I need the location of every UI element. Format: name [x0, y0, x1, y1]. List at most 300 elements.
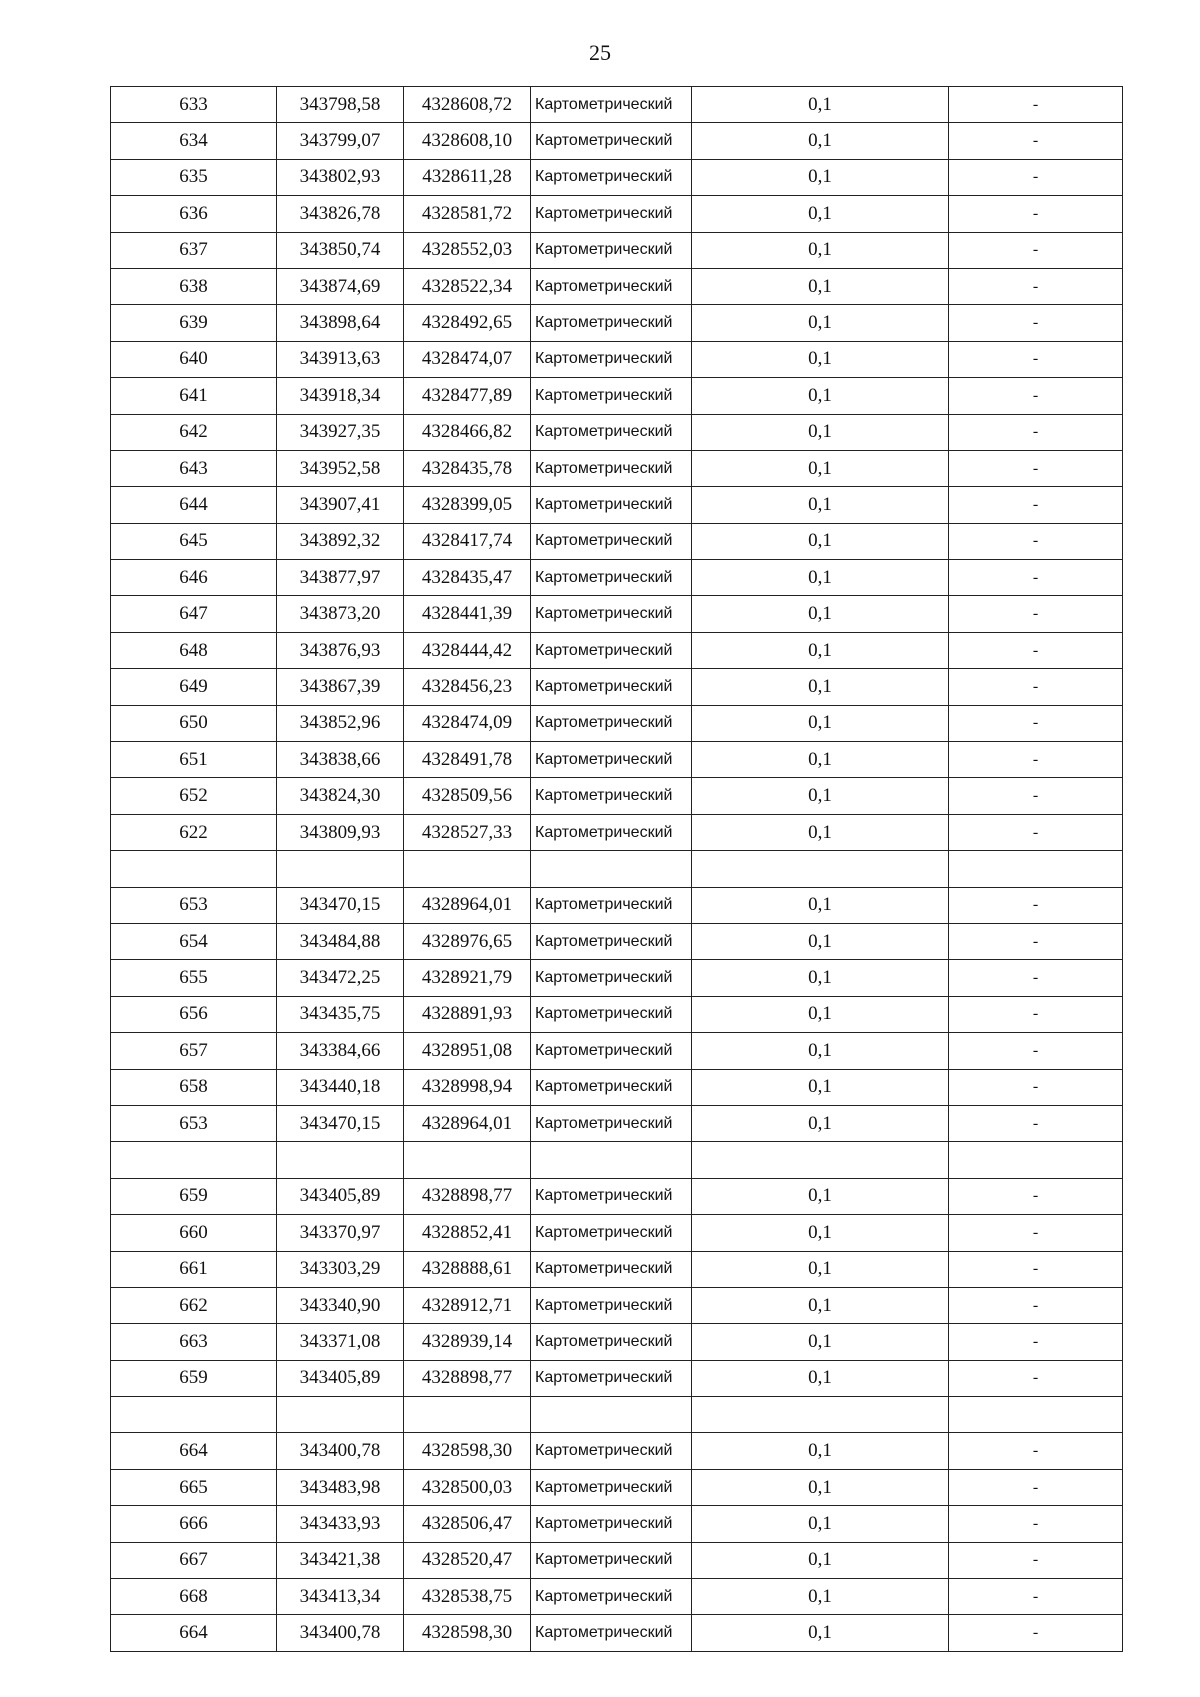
table-separator-row	[111, 1397, 1123, 1433]
point-number-cell: 636	[111, 196, 277, 232]
accuracy-cell: 0,1	[692, 1579, 949, 1615]
x-coordinate-cell: 343421,38	[277, 1542, 404, 1578]
point-number-cell	[111, 851, 277, 887]
accuracy-cell: 0,1	[692, 596, 949, 632]
point-number-cell: 622	[111, 814, 277, 850]
note-cell: -	[949, 1215, 1123, 1251]
note-cell: -	[949, 1579, 1123, 1615]
method-cell: Картометрический	[531, 778, 692, 814]
method-cell: Картометрический	[531, 1579, 692, 1615]
point-number-cell: 655	[111, 960, 277, 996]
x-coordinate-cell: 343400,78	[277, 1433, 404, 1469]
point-number-cell: 666	[111, 1506, 277, 1542]
x-coordinate-cell: 343850,74	[277, 232, 404, 268]
accuracy-cell: 0,1	[692, 887, 949, 923]
y-coordinate-cell: 4328399,05	[404, 487, 531, 523]
method-cell: Картометрический	[531, 1360, 692, 1396]
accuracy-cell: 0,1	[692, 159, 949, 195]
point-number-cell: 650	[111, 705, 277, 741]
note-cell: -	[949, 887, 1123, 923]
x-coordinate-cell: 343913,63	[277, 341, 404, 377]
y-coordinate-cell: 4328951,08	[404, 1033, 531, 1069]
x-coordinate-cell: 343400,78	[277, 1615, 404, 1651]
table-row	[111, 996, 1123, 1032]
y-coordinate-cell: 4328598,30	[404, 1433, 531, 1469]
method-cell	[531, 1142, 692, 1178]
point-number-cell: 663	[111, 1324, 277, 1360]
table-row	[111, 742, 1123, 778]
x-coordinate-cell: 343483,98	[277, 1469, 404, 1505]
x-coordinate-cell: 343898,64	[277, 305, 404, 341]
accuracy-cell: 0,1	[692, 814, 949, 850]
note-cell: -	[949, 1542, 1123, 1578]
accuracy-cell: 0,1	[692, 450, 949, 486]
accuracy-cell: 0,1	[692, 560, 949, 596]
method-cell	[531, 851, 692, 887]
point-number-cell: 649	[111, 669, 277, 705]
y-coordinate-cell: 4328598,30	[404, 1615, 531, 1651]
table-row	[111, 1433, 1123, 1469]
y-coordinate-cell	[404, 1142, 531, 1178]
table-row	[111, 1251, 1123, 1287]
method-cell: Картометрический	[531, 1542, 692, 1578]
note-cell: -	[949, 1287, 1123, 1323]
point-number-cell: 658	[111, 1069, 277, 1105]
y-coordinate-cell: 4328581,72	[404, 196, 531, 232]
x-coordinate-cell	[277, 1142, 404, 1178]
table-row	[111, 305, 1123, 341]
point-number-cell: 653	[111, 887, 277, 923]
accuracy-cell: 0,1	[692, 414, 949, 450]
note-cell: -	[949, 232, 1123, 268]
method-cell: Картометрический	[531, 705, 692, 741]
table-row	[111, 596, 1123, 632]
accuracy-cell: 0,1	[692, 1542, 949, 1578]
table-row	[111, 1033, 1123, 1069]
note-cell	[949, 1142, 1123, 1178]
method-cell: Картометрический	[531, 996, 692, 1032]
note-cell: -	[949, 996, 1123, 1032]
method-cell: Картометрический	[531, 669, 692, 705]
point-number-cell: 637	[111, 232, 277, 268]
accuracy-cell: 0,1	[692, 705, 949, 741]
x-coordinate-cell: 343802,93	[277, 159, 404, 195]
accuracy-cell: 0,1	[692, 305, 949, 341]
accuracy-cell: 0,1	[692, 1287, 949, 1323]
x-coordinate-cell: 343798,58	[277, 87, 404, 123]
accuracy-cell: 0,1	[692, 1251, 949, 1287]
x-coordinate-cell	[277, 851, 404, 887]
y-coordinate-cell: 4328456,23	[404, 669, 531, 705]
table-row	[111, 87, 1123, 123]
table-row	[111, 232, 1123, 268]
y-coordinate-cell: 4328441,39	[404, 596, 531, 632]
method-cell: Картометрический	[531, 1506, 692, 1542]
point-number-cell: 661	[111, 1251, 277, 1287]
table-row	[111, 560, 1123, 596]
note-cell: -	[949, 742, 1123, 778]
x-coordinate-cell: 343826,78	[277, 196, 404, 232]
point-number-cell: 639	[111, 305, 277, 341]
note-cell: -	[949, 1360, 1123, 1396]
x-coordinate-cell: 343838,66	[277, 742, 404, 778]
point-number-cell: 668	[111, 1579, 277, 1615]
accuracy-cell: 0,1	[692, 960, 949, 996]
table-row	[111, 960, 1123, 996]
y-coordinate-cell: 4328474,07	[404, 341, 531, 377]
method-cell: Картометрический	[531, 341, 692, 377]
note-cell: -	[949, 1178, 1123, 1214]
point-number-cell	[111, 1397, 277, 1433]
note-cell: -	[949, 705, 1123, 741]
table-separator-row	[111, 851, 1123, 887]
point-number-cell: 662	[111, 1287, 277, 1323]
note-cell: -	[949, 1251, 1123, 1287]
accuracy-cell: 0,1	[692, 996, 949, 1032]
note-cell: -	[949, 632, 1123, 668]
accuracy-cell: 0,1	[692, 1069, 949, 1105]
method-cell: Картометрический	[531, 960, 692, 996]
point-number-cell: 665	[111, 1469, 277, 1505]
table-row	[111, 1579, 1123, 1615]
y-coordinate-cell: 4328891,93	[404, 996, 531, 1032]
point-number-cell: 647	[111, 596, 277, 632]
method-cell: Картометрический	[531, 1033, 692, 1069]
x-coordinate-cell: 343433,93	[277, 1506, 404, 1542]
table-row	[111, 159, 1123, 195]
point-number-cell: 659	[111, 1178, 277, 1214]
point-number-cell: 657	[111, 1033, 277, 1069]
y-coordinate-cell: 4328474,09	[404, 705, 531, 741]
accuracy-cell: 0,1	[692, 87, 949, 123]
x-coordinate-cell: 343470,15	[277, 1105, 404, 1141]
note-cell: -	[949, 596, 1123, 632]
y-coordinate-cell: 4328608,10	[404, 123, 531, 159]
method-cell: Картометрический	[531, 378, 692, 414]
y-coordinate-cell: 4328477,89	[404, 378, 531, 414]
table-row	[111, 378, 1123, 414]
x-coordinate-cell: 343371,08	[277, 1324, 404, 1360]
point-number-cell	[111, 1142, 277, 1178]
table-row	[111, 1469, 1123, 1505]
y-coordinate-cell: 4328435,47	[404, 560, 531, 596]
x-coordinate-cell: 343867,39	[277, 669, 404, 705]
y-coordinate-cell: 4328964,01	[404, 1105, 531, 1141]
method-cell: Картометрический	[531, 1433, 692, 1469]
x-coordinate-cell: 343952,58	[277, 450, 404, 486]
note-cell	[949, 851, 1123, 887]
method-cell: Картометрический	[531, 560, 692, 596]
table-row	[111, 1506, 1123, 1542]
y-coordinate-cell: 4328921,79	[404, 960, 531, 996]
y-coordinate-cell: 4328552,03	[404, 232, 531, 268]
table-row	[111, 778, 1123, 814]
point-number-cell: 664	[111, 1615, 277, 1651]
table-row	[111, 1360, 1123, 1396]
note-cell: -	[949, 378, 1123, 414]
accuracy-cell: 0,1	[692, 487, 949, 523]
point-number-cell: 643	[111, 450, 277, 486]
note-cell: -	[949, 1506, 1123, 1542]
point-number-cell: 654	[111, 923, 277, 959]
y-coordinate-cell: 4328466,82	[404, 414, 531, 450]
x-coordinate-cell: 343918,34	[277, 378, 404, 414]
method-cell: Картометрический	[531, 450, 692, 486]
point-number-cell: 664	[111, 1433, 277, 1469]
table-row	[111, 669, 1123, 705]
x-coordinate-cell: 343484,88	[277, 923, 404, 959]
y-coordinate-cell: 4328611,28	[404, 159, 531, 195]
method-cell: Картометрический	[531, 1178, 692, 1214]
table-row	[111, 887, 1123, 923]
coordinates-table-body	[111, 87, 1123, 1652]
y-coordinate-cell: 4328538,75	[404, 1579, 531, 1615]
point-number-cell: 659	[111, 1360, 277, 1396]
x-coordinate-cell: 343413,34	[277, 1579, 404, 1615]
accuracy-cell: 0,1	[692, 232, 949, 268]
accuracy-cell: 0,1	[692, 1324, 949, 1360]
x-coordinate-cell: 343824,30	[277, 778, 404, 814]
table-row	[111, 487, 1123, 523]
y-coordinate-cell: 4328527,33	[404, 814, 531, 850]
point-number-cell: 656	[111, 996, 277, 1032]
point-number-cell: 644	[111, 487, 277, 523]
x-coordinate-cell: 343873,20	[277, 596, 404, 632]
method-cell: Картометрический	[531, 923, 692, 959]
x-coordinate-cell: 343435,75	[277, 996, 404, 1032]
accuracy-cell: 0,1	[692, 268, 949, 304]
table-row	[111, 123, 1123, 159]
point-number-cell: 653	[111, 1105, 277, 1141]
table-row	[111, 1287, 1123, 1323]
method-cell: Картометрический	[531, 814, 692, 850]
x-coordinate-cell: 343440,18	[277, 1069, 404, 1105]
x-coordinate-cell: 343907,41	[277, 487, 404, 523]
point-number-cell: 646	[111, 560, 277, 596]
y-coordinate-cell: 4328520,47	[404, 1542, 531, 1578]
y-coordinate-cell	[404, 851, 531, 887]
method-cell: Картометрический	[531, 887, 692, 923]
page-number: 25	[589, 40, 611, 65]
note-cell: -	[949, 1069, 1123, 1105]
x-coordinate-cell: 343384,66	[277, 1033, 404, 1069]
table-row	[111, 632, 1123, 668]
accuracy-cell: 0,1	[692, 123, 949, 159]
point-number-cell: 642	[111, 414, 277, 450]
table-row	[111, 1615, 1123, 1651]
x-coordinate-cell: 343927,35	[277, 414, 404, 450]
x-coordinate-cell: 343470,15	[277, 887, 404, 923]
method-cell: Картометрический	[531, 632, 692, 668]
note-cell: -	[949, 196, 1123, 232]
accuracy-cell: 0,1	[692, 523, 949, 559]
point-number-cell: 638	[111, 268, 277, 304]
accuracy-cell: 0,1	[692, 923, 949, 959]
x-coordinate-cell: 343405,89	[277, 1178, 404, 1214]
accuracy-cell: 0,1	[692, 1506, 949, 1542]
point-number-cell: 667	[111, 1542, 277, 1578]
accuracy-cell: 0,1	[692, 778, 949, 814]
y-coordinate-cell: 4328506,47	[404, 1506, 531, 1542]
note-cell: -	[949, 341, 1123, 377]
note-cell: -	[949, 1615, 1123, 1651]
accuracy-cell: 0,1	[692, 1105, 949, 1141]
x-coordinate-cell: 343852,96	[277, 705, 404, 741]
point-number-cell: 640	[111, 341, 277, 377]
method-cell: Картометрический	[531, 1105, 692, 1141]
note-cell: -	[949, 487, 1123, 523]
table-row	[111, 923, 1123, 959]
method-cell	[531, 1397, 692, 1433]
note-cell	[949, 1397, 1123, 1433]
table-row	[111, 523, 1123, 559]
note-cell: -	[949, 960, 1123, 996]
note-cell: -	[949, 1324, 1123, 1360]
table-row	[111, 814, 1123, 850]
x-coordinate-cell: 343340,90	[277, 1287, 404, 1323]
point-number-cell: 652	[111, 778, 277, 814]
x-coordinate-cell: 343405,89	[277, 1360, 404, 1396]
x-coordinate-cell	[277, 1397, 404, 1433]
x-coordinate-cell: 343874,69	[277, 268, 404, 304]
table-row	[111, 341, 1123, 377]
accuracy-cell: 0,1	[692, 1433, 949, 1469]
accuracy-cell	[692, 1142, 949, 1178]
y-coordinate-cell: 4328500,03	[404, 1469, 531, 1505]
x-coordinate-cell: 343303,29	[277, 1251, 404, 1287]
x-coordinate-cell: 343892,32	[277, 523, 404, 559]
method-cell: Картометрический	[531, 196, 692, 232]
table-row	[111, 1542, 1123, 1578]
method-cell: Картометрический	[531, 159, 692, 195]
method-cell: Картометрический	[531, 305, 692, 341]
method-cell: Картометрический	[531, 414, 692, 450]
y-coordinate-cell: 4328444,42	[404, 632, 531, 668]
table-row	[111, 705, 1123, 741]
table-row	[111, 196, 1123, 232]
y-coordinate-cell: 4328417,74	[404, 523, 531, 559]
method-cell: Картометрический	[531, 1251, 692, 1287]
table-row	[111, 1178, 1123, 1214]
accuracy-cell: 0,1	[692, 1360, 949, 1396]
y-coordinate-cell: 4328491,78	[404, 742, 531, 778]
note-cell: -	[949, 923, 1123, 959]
table-row	[111, 1069, 1123, 1105]
note-cell: -	[949, 268, 1123, 304]
note-cell: -	[949, 1033, 1123, 1069]
method-cell: Картометрический	[531, 1324, 692, 1360]
method-cell: Картометрический	[531, 268, 692, 304]
y-coordinate-cell: 4328912,71	[404, 1287, 531, 1323]
y-coordinate-cell: 4328898,77	[404, 1178, 531, 1214]
accuracy-cell: 0,1	[692, 1615, 949, 1651]
accuracy-cell: 0,1	[692, 1469, 949, 1505]
accuracy-cell: 0,1	[692, 1178, 949, 1214]
method-cell: Картометрический	[531, 1287, 692, 1323]
y-coordinate-cell: 4328522,34	[404, 268, 531, 304]
x-coordinate-cell: 343472,25	[277, 960, 404, 996]
point-number-cell: 641	[111, 378, 277, 414]
note-cell: -	[949, 87, 1123, 123]
accuracy-cell: 0,1	[692, 1215, 949, 1251]
note-cell: -	[949, 523, 1123, 559]
y-coordinate-cell: 4328852,41	[404, 1215, 531, 1251]
table-separator-row	[111, 1142, 1123, 1178]
point-number-cell: 633	[111, 87, 277, 123]
note-cell: -	[949, 450, 1123, 486]
table-row	[111, 450, 1123, 486]
y-coordinate-cell: 4328509,56	[404, 778, 531, 814]
y-coordinate-cell: 4328998,94	[404, 1069, 531, 1105]
note-cell: -	[949, 669, 1123, 705]
method-cell: Картометрический	[531, 232, 692, 268]
note-cell: -	[949, 305, 1123, 341]
x-coordinate-cell: 343877,97	[277, 560, 404, 596]
accuracy-cell	[692, 851, 949, 887]
table-row	[111, 1215, 1123, 1251]
y-coordinate-cell: 4328888,61	[404, 1251, 531, 1287]
accuracy-cell: 0,1	[692, 341, 949, 377]
table-row	[111, 1105, 1123, 1141]
accuracy-cell	[692, 1397, 949, 1433]
accuracy-cell: 0,1	[692, 669, 949, 705]
method-cell: Картометрический	[531, 487, 692, 523]
note-cell: -	[949, 814, 1123, 850]
method-cell: Картометрический	[531, 742, 692, 778]
table-row	[111, 268, 1123, 304]
note-cell: -	[949, 778, 1123, 814]
y-coordinate-cell: 4328492,65	[404, 305, 531, 341]
y-coordinate-cell: 4328976,65	[404, 923, 531, 959]
point-number-cell: 648	[111, 632, 277, 668]
note-cell: -	[949, 159, 1123, 195]
method-cell: Картометрический	[531, 523, 692, 559]
note-cell: -	[949, 123, 1123, 159]
y-coordinate-cell: 4328608,72	[404, 87, 531, 123]
y-coordinate-cell	[404, 1397, 531, 1433]
y-coordinate-cell: 4328964,01	[404, 887, 531, 923]
point-number-cell: 635	[111, 159, 277, 195]
x-coordinate-cell: 343876,93	[277, 632, 404, 668]
method-cell: Картометрический	[531, 596, 692, 632]
y-coordinate-cell: 4328898,77	[404, 1360, 531, 1396]
note-cell: -	[949, 414, 1123, 450]
accuracy-cell: 0,1	[692, 196, 949, 232]
x-coordinate-cell: 343809,93	[277, 814, 404, 850]
accuracy-cell: 0,1	[692, 632, 949, 668]
x-coordinate-cell: 343370,97	[277, 1215, 404, 1251]
accuracy-cell: 0,1	[692, 1033, 949, 1069]
method-cell: Картометрический	[531, 87, 692, 123]
coordinates-table	[110, 86, 1123, 1652]
y-coordinate-cell: 4328939,14	[404, 1324, 531, 1360]
method-cell: Картометрический	[531, 1215, 692, 1251]
y-coordinate-cell: 4328435,78	[404, 450, 531, 486]
point-number-cell: 660	[111, 1215, 277, 1251]
method-cell: Картометрический	[531, 123, 692, 159]
note-cell: -	[949, 560, 1123, 596]
note-cell: -	[949, 1469, 1123, 1505]
point-number-cell: 645	[111, 523, 277, 559]
point-number-cell: 651	[111, 742, 277, 778]
note-cell: -	[949, 1433, 1123, 1469]
table-row	[111, 414, 1123, 450]
note-cell: -	[949, 1105, 1123, 1141]
method-cell: Картометрический	[531, 1615, 692, 1651]
point-number-cell: 634	[111, 123, 277, 159]
x-coordinate-cell: 343799,07	[277, 123, 404, 159]
table-row	[111, 1324, 1123, 1360]
